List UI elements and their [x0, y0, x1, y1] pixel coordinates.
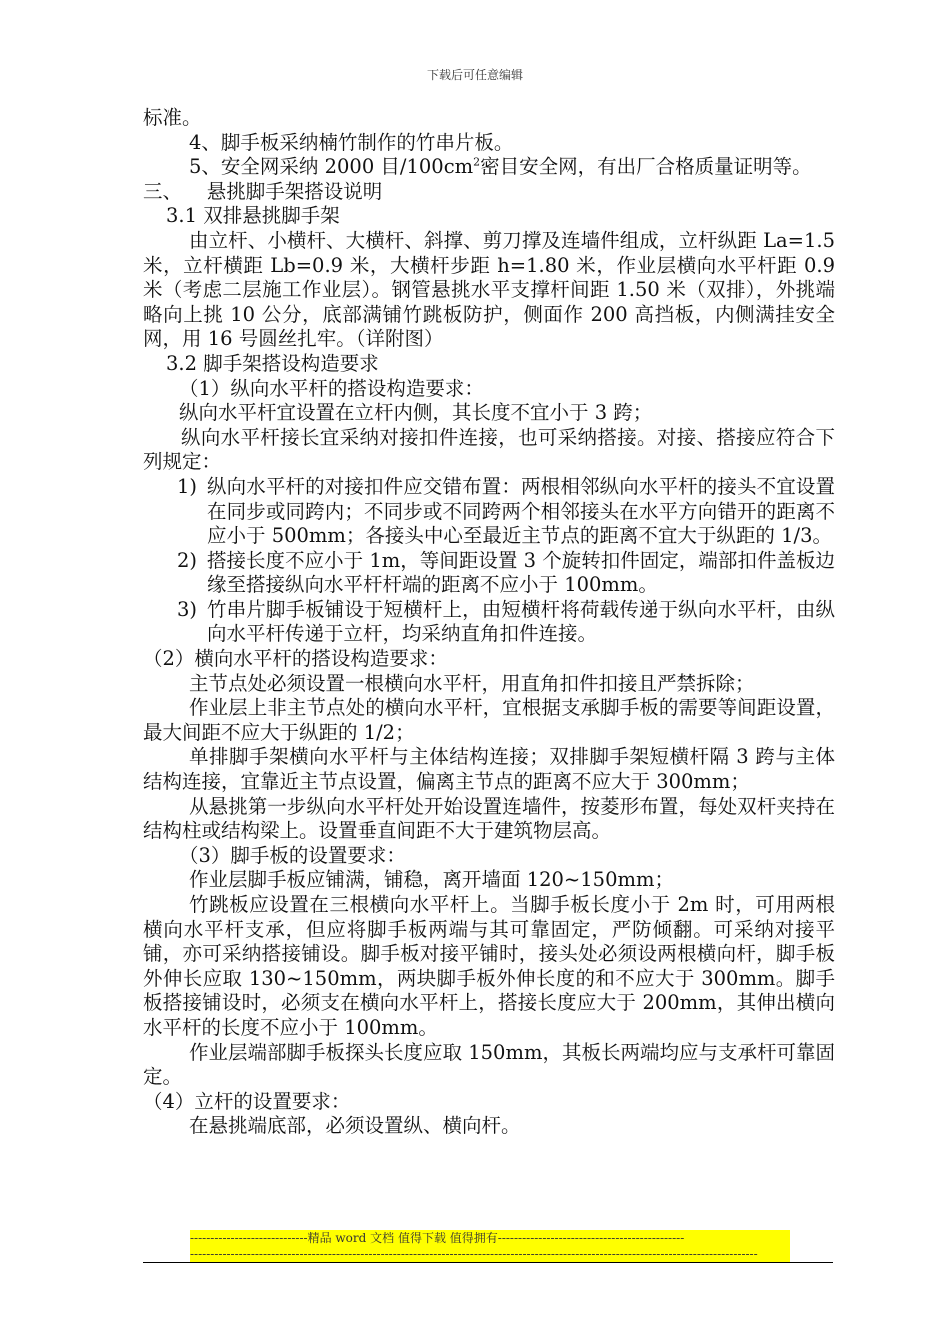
- subsection-heading: 3.2 脚手架搭设构造要求: [166, 351, 379, 375]
- footer-dashed-line: --------------------------------------------------------------------------------------------------------------------------------------------: [190, 1246, 790, 1262]
- list-number: 3): [177, 597, 198, 621]
- paragraph: 作业层脚手板应铺满，铺稳，离开墙面 120~150mm；: [189, 868, 674, 892]
- document-body: [143, 106, 835, 1139]
- paragraph-text: 5、安全网采纳 2000 目/100cm: [189, 155, 474, 179]
- paragraph: 在悬挑端底部，必须设置纵、横向杆。: [189, 1114, 521, 1138]
- footer-rule: [143, 1262, 833, 1263]
- paragraph: 主节点处必须设置一根横向水平杆，用直角扣件扣接且严禁拆除；: [189, 671, 755, 695]
- paragraph: 由立杆、小横杆、大横杆、斜撑、剪刀撑及连墙件组成，立杆纵距 La=1.5 米，立杆横距 Lb=0.9 米，大横杆步距 h=1.80 米，作业层横向水平杆距 0.9 米（考虑二层施工作业层）。钢管悬挑水平支撑杆间距 1.50 米（双排），外挑端略向上挑 10 公分，底部满铺竹跳板防护，侧面作 200 高挡板，内侧满挂安全网，用 16 号圆丝扎牢。（详附图）: [143, 228, 835, 351]
- list-item-text: 搭接长度不应小于 1m，等间距设置 3 个旋转扣件固定，端部扣件盖板边缘至搭接纵向水平杆杆端的距离不应小于 100mm。: [207, 548, 835, 597]
- paragraph: 作业层上非主节点处的横向水平杆，宜根据支承脚手板的需要等间距设置，最大间距不应大于纵距的 1/2；: [143, 696, 835, 744]
- list-item-text: 竹串片脚手板铺设于短横杆上，由短横杆将荷载传递于纵向水平杆，由纵向水平杆传递于立杆，均采纳直角扣件连接。: [207, 597, 835, 646]
- subheading: （2）横向水平杆的搭设构造要求：: [143, 647, 448, 671]
- footer-watermark-line: -----------------------------精品 word 文档 值得下载 值得拥有----------------------------------------------: [190, 1230, 790, 1246]
- subheading: （4）立杆的设置要求：: [143, 1089, 351, 1113]
- page-header: 下载后可任意编辑: [426, 68, 523, 82]
- subheading: （3）脚手板的设置要求：: [179, 843, 406, 867]
- paragraph: 从悬挑第一步纵向水平杆处开始设置连墙件，按菱形布置，每处双杆夹持在结构柱或结构梁上。设置垂直间距不大于建筑物层高。: [143, 794, 835, 843]
- paragraph: 纵向水平杆宜设置在立杆内侧，其长度不宜小于 3 跨；: [179, 401, 653, 425]
- subsection-heading: 3.1 双排悬挑脚手架: [166, 204, 340, 228]
- list-number: 2): [177, 548, 198, 572]
- paragraph: 标准。: [143, 106, 202, 129]
- paragraph-text: 密目安全网，有出厂合格质量证明等。: [480, 155, 812, 179]
- subheading: （1）纵向水平杆的搭设构造要求：: [179, 376, 484, 400]
- list-item-text: 纵向水平杆的对接扣件应交错布置：两根相邻纵向水平杆的接头不宜设置在同步或同跨内；不同步或不同跨两个相邻接头在水平方向错开的距离不应小于 500mm；各接头中心至最近主节点的距离不宜大于纵距的 1/3。: [207, 474, 835, 548]
- section-heading: 三、 悬挑脚手架搭设说明: [143, 179, 383, 203]
- paragraph: [143, 155, 835, 180]
- list-number: 1): [177, 474, 198, 498]
- paragraph: 竹跳板应设置在三根横向水平杆上。当脚手板长度小于 2m 时，可用两根横向水平杆支承，但应将脚手板两端与其可靠固定，严防倾翻。可采纳对接平铺，亦可采纳搭接铺设。脚手板对接平铺时，接头处必须设两根横向杆，脚手板外伸长应取 130~150mm，两块脚手板外伸长度的和不应大于 300mm。脚手板搭接铺设时，必须支在横向水平杆上，搭接长度应大于 200mm，其伸出横向水平杆的长度不应小于 100mm。: [143, 893, 835, 1039]
- list-item: [143, 475, 835, 549]
- superscript: 2: [473, 155, 481, 169]
- list-item: [143, 549, 835, 598]
- paragraph: 作业层端部脚手板探头长度应取 150mm，其板长两端均应与支承杆可靠固定。: [143, 1040, 835, 1089]
- paragraph: 纵向水平杆接长宜采纳对接扣件连接，也可采纳搭接。对接、搭接应符合下列规定：: [143, 425, 835, 474]
- paragraph: 4、脚手板采纳楠竹制作的竹串片板。: [189, 130, 514, 154]
- list-item: [143, 598, 835, 647]
- paragraph: 单排脚手架横向水平杆与主体结构连接；双排脚手架短横杆隔 3 跨与主体结构连接，宜靠近主节点设置，偏离主节点的距离不应大于 300mm；: [143, 745, 835, 794]
